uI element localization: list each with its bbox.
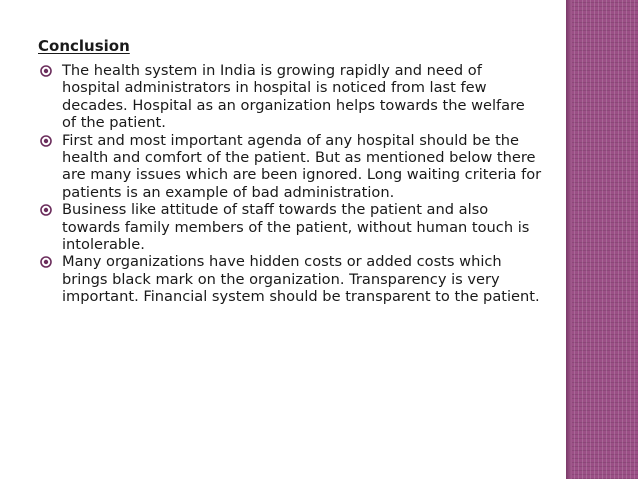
- bullet-list: [38, 62, 543, 306]
- bullet-text: Business like attitude of staff towards the patient and also towards family members of the patient, without human touch is intolerable.: [62, 201, 530, 254]
- bullet-text: First and most important agenda of any hospital should be the health and comfort of the patient. But as mentioned below there are many issues which are been ignored. Long waiting criteria for patients is an example of bad administration.: [62, 131, 542, 201]
- list-item: [38, 201, 543, 253]
- target-bullet-icon: [40, 204, 52, 216]
- target-bullet-icon: [40, 256, 52, 268]
- target-bullet-icon: [40, 135, 52, 147]
- list-item: [38, 132, 543, 202]
- list-item: [38, 62, 543, 132]
- slide-title: Conclusion: [38, 37, 130, 55]
- side-band-edge: [566, 0, 572, 479]
- target-bullet-icon: [40, 65, 52, 77]
- decorative-side-band: [566, 0, 638, 479]
- bullet-text: The health system in India is growing rapidly and need of hospital administrators in hospital is noticed from last few decades. Hospital as an organization helps towards the welfare of the patient.: [62, 62, 525, 132]
- list-item: [38, 253, 543, 305]
- bullet-text: Many organizations have hidden costs or added costs which brings black mark on the organization. Transparency is very important. Financial system should be transparent to the patient.: [62, 253, 540, 306]
